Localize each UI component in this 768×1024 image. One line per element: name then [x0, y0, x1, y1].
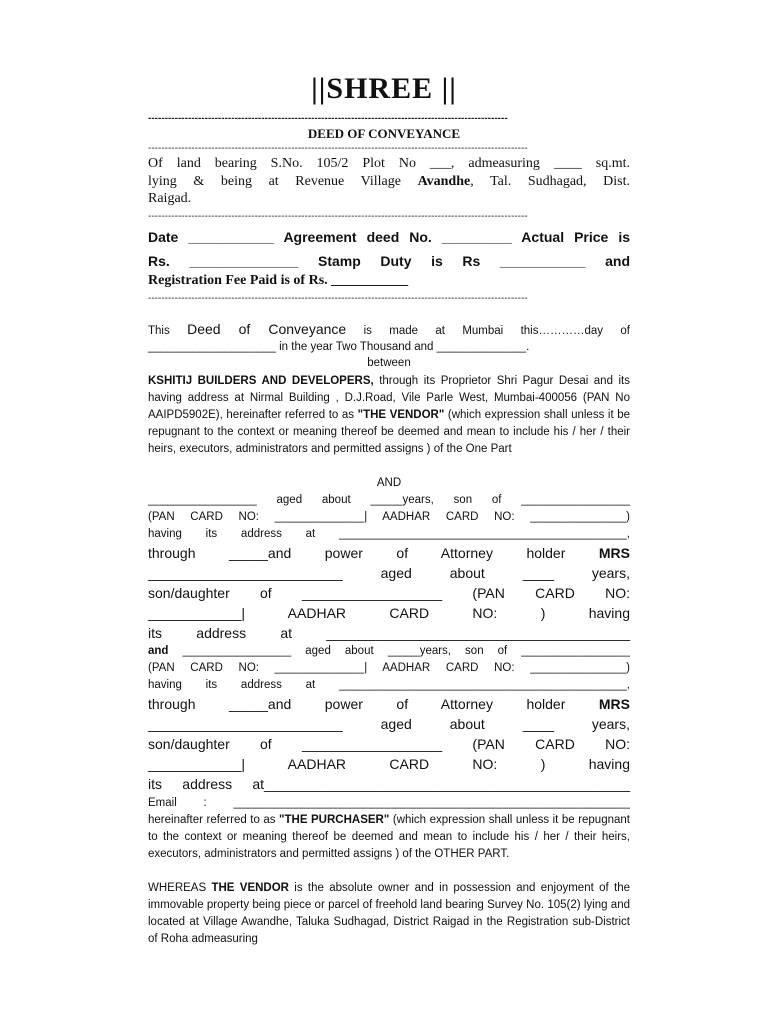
land-line-2: lying & being at Revenue Village Avandhe, Tal. Sudhagad, Dist. [148, 174, 630, 189]
p1-line-2: (PAN CARD NO: ______________| AADHAR CARD NO: _______________) [148, 511, 630, 523]
vendor-name: KSHITIJ BUILDERS AND DEVELOPERS, [148, 375, 374, 387]
p2-line-7: ____________| AADHAR CARD NO: ) having [148, 756, 630, 772]
p2-line-4: through _____and power of Attorney holder MRS [148, 696, 630, 712]
p1-line-1: _________________ aged about _____years, son of _________________ [148, 494, 630, 506]
deed-info-line-2: Rs. ______________ Stamp Duty is Rs ___________ and [148, 253, 630, 269]
whereas-clause: WHEREAS THE VENDOR is the absolute owner and in possession and enjoyment of the immovable property being piece or parcel of freehold land bearing Survey No. 105(2) lying and located at Village Awandhe, Taluka Sudhagad, District Raigad in the Registration sub-District of Roha admeasuring [148, 882, 630, 945]
divider-top: ------------------------------------------------------------------------------------------------------------ [148, 114, 508, 124]
email-line: Email : ______________________________________________________________ [148, 797, 630, 809]
intro-line-2: ____________________ in the year Two Thousand and ______________. [148, 341, 530, 353]
p2-line-8: its address at_______________________________________________ [148, 776, 630, 792]
p1-line-4: through _____and power of Attorney holder MRS [148, 545, 630, 561]
p2-line-1: and _________________ aged about _____years, son of _________________ [148, 645, 630, 657]
p1-line-7: ____________| AADHAR CARD NO: ) having [148, 605, 630, 621]
intro-line-1: This Deed of Conveyance is made at Mumbai this…………day of [148, 321, 630, 337]
p2-line-6: son/daughter of __________________ (PAN CARD NO: [148, 736, 630, 752]
deed-info-line-1: Date ___________ Agreement deed No. _________ Actual Price is [148, 229, 630, 245]
divider-info: ------------------------------------------------------------------------------------------------------------------ [148, 294, 528, 304]
land-line-1: Of land bearing S.No. 105/2 Plot No ___, admeasuring ____ sq.mt. [148, 156, 630, 171]
document-title: ||SHREE || [311, 72, 457, 105]
purchaser-label: "THE PURCHASER" [279, 814, 390, 826]
whereas-vendor-label: THE VENDOR [211, 882, 289, 894]
p2-line-3: having its address at _____________________________________________, [148, 679, 630, 691]
land-line-3: Raigad. [148, 191, 192, 206]
p1-line-5: _________________________ aged about ____ years, [148, 565, 630, 581]
p2-line-5: _________________________ aged about ____ years, [148, 716, 630, 732]
deed-info-line-3: Registration Fee Paid is of Rs. ___________ [148, 273, 409, 288]
p1-line-3: having its address at _____________________________________________, [148, 528, 630, 540]
deed-heading: DEED OF CONVEYANCE [307, 126, 461, 141]
divider-mid: ------------------------------------------------------------------------------------------------------------------ [148, 144, 528, 154]
purchaser-clause: hereinafter referred to as "THE PURCHASER" (which expression shall unless it be repugnant to the context or meaning thereof be deemed and mean to include his / her / their heirs, executors, administrators and permitted assigns ) of the OTHER PART. [148, 814, 630, 860]
vendor-label: "THE VENDOR" [357, 409, 445, 421]
and-label: AND [376, 477, 402, 489]
vendor-clause: KSHITIJ BUILDERS AND DEVELOPERS, through its Proprietor Shri Pagur Desai and its having address at Nirmal Building , D.J.Road, Vile Parle West, Mumbai-400056 (PAN No AAIPD5902E), hereinafter referred to as "THE VENDOR" (which expression shall unless it be repugnant to the context or meaning thereof be deemed and mean to include his / her / their heirs, executors, administrators and permitted assigns ) of the One Part [148, 375, 631, 455]
p1-line-6: son/daughter of __________________ (PAN CARD NO: [148, 585, 630, 601]
p2-line-2: (PAN CARD NO: ______________| AADHAR CARD NO: _______________) [148, 662, 630, 674]
divider-land: ------------------------------------------------------------------------------------------------------------------ [148, 212, 528, 222]
p1-line-8: its address at _______________________________________ [148, 625, 630, 641]
between-label: between [367, 357, 411, 369]
village-name: Avandhe [417, 174, 471, 189]
